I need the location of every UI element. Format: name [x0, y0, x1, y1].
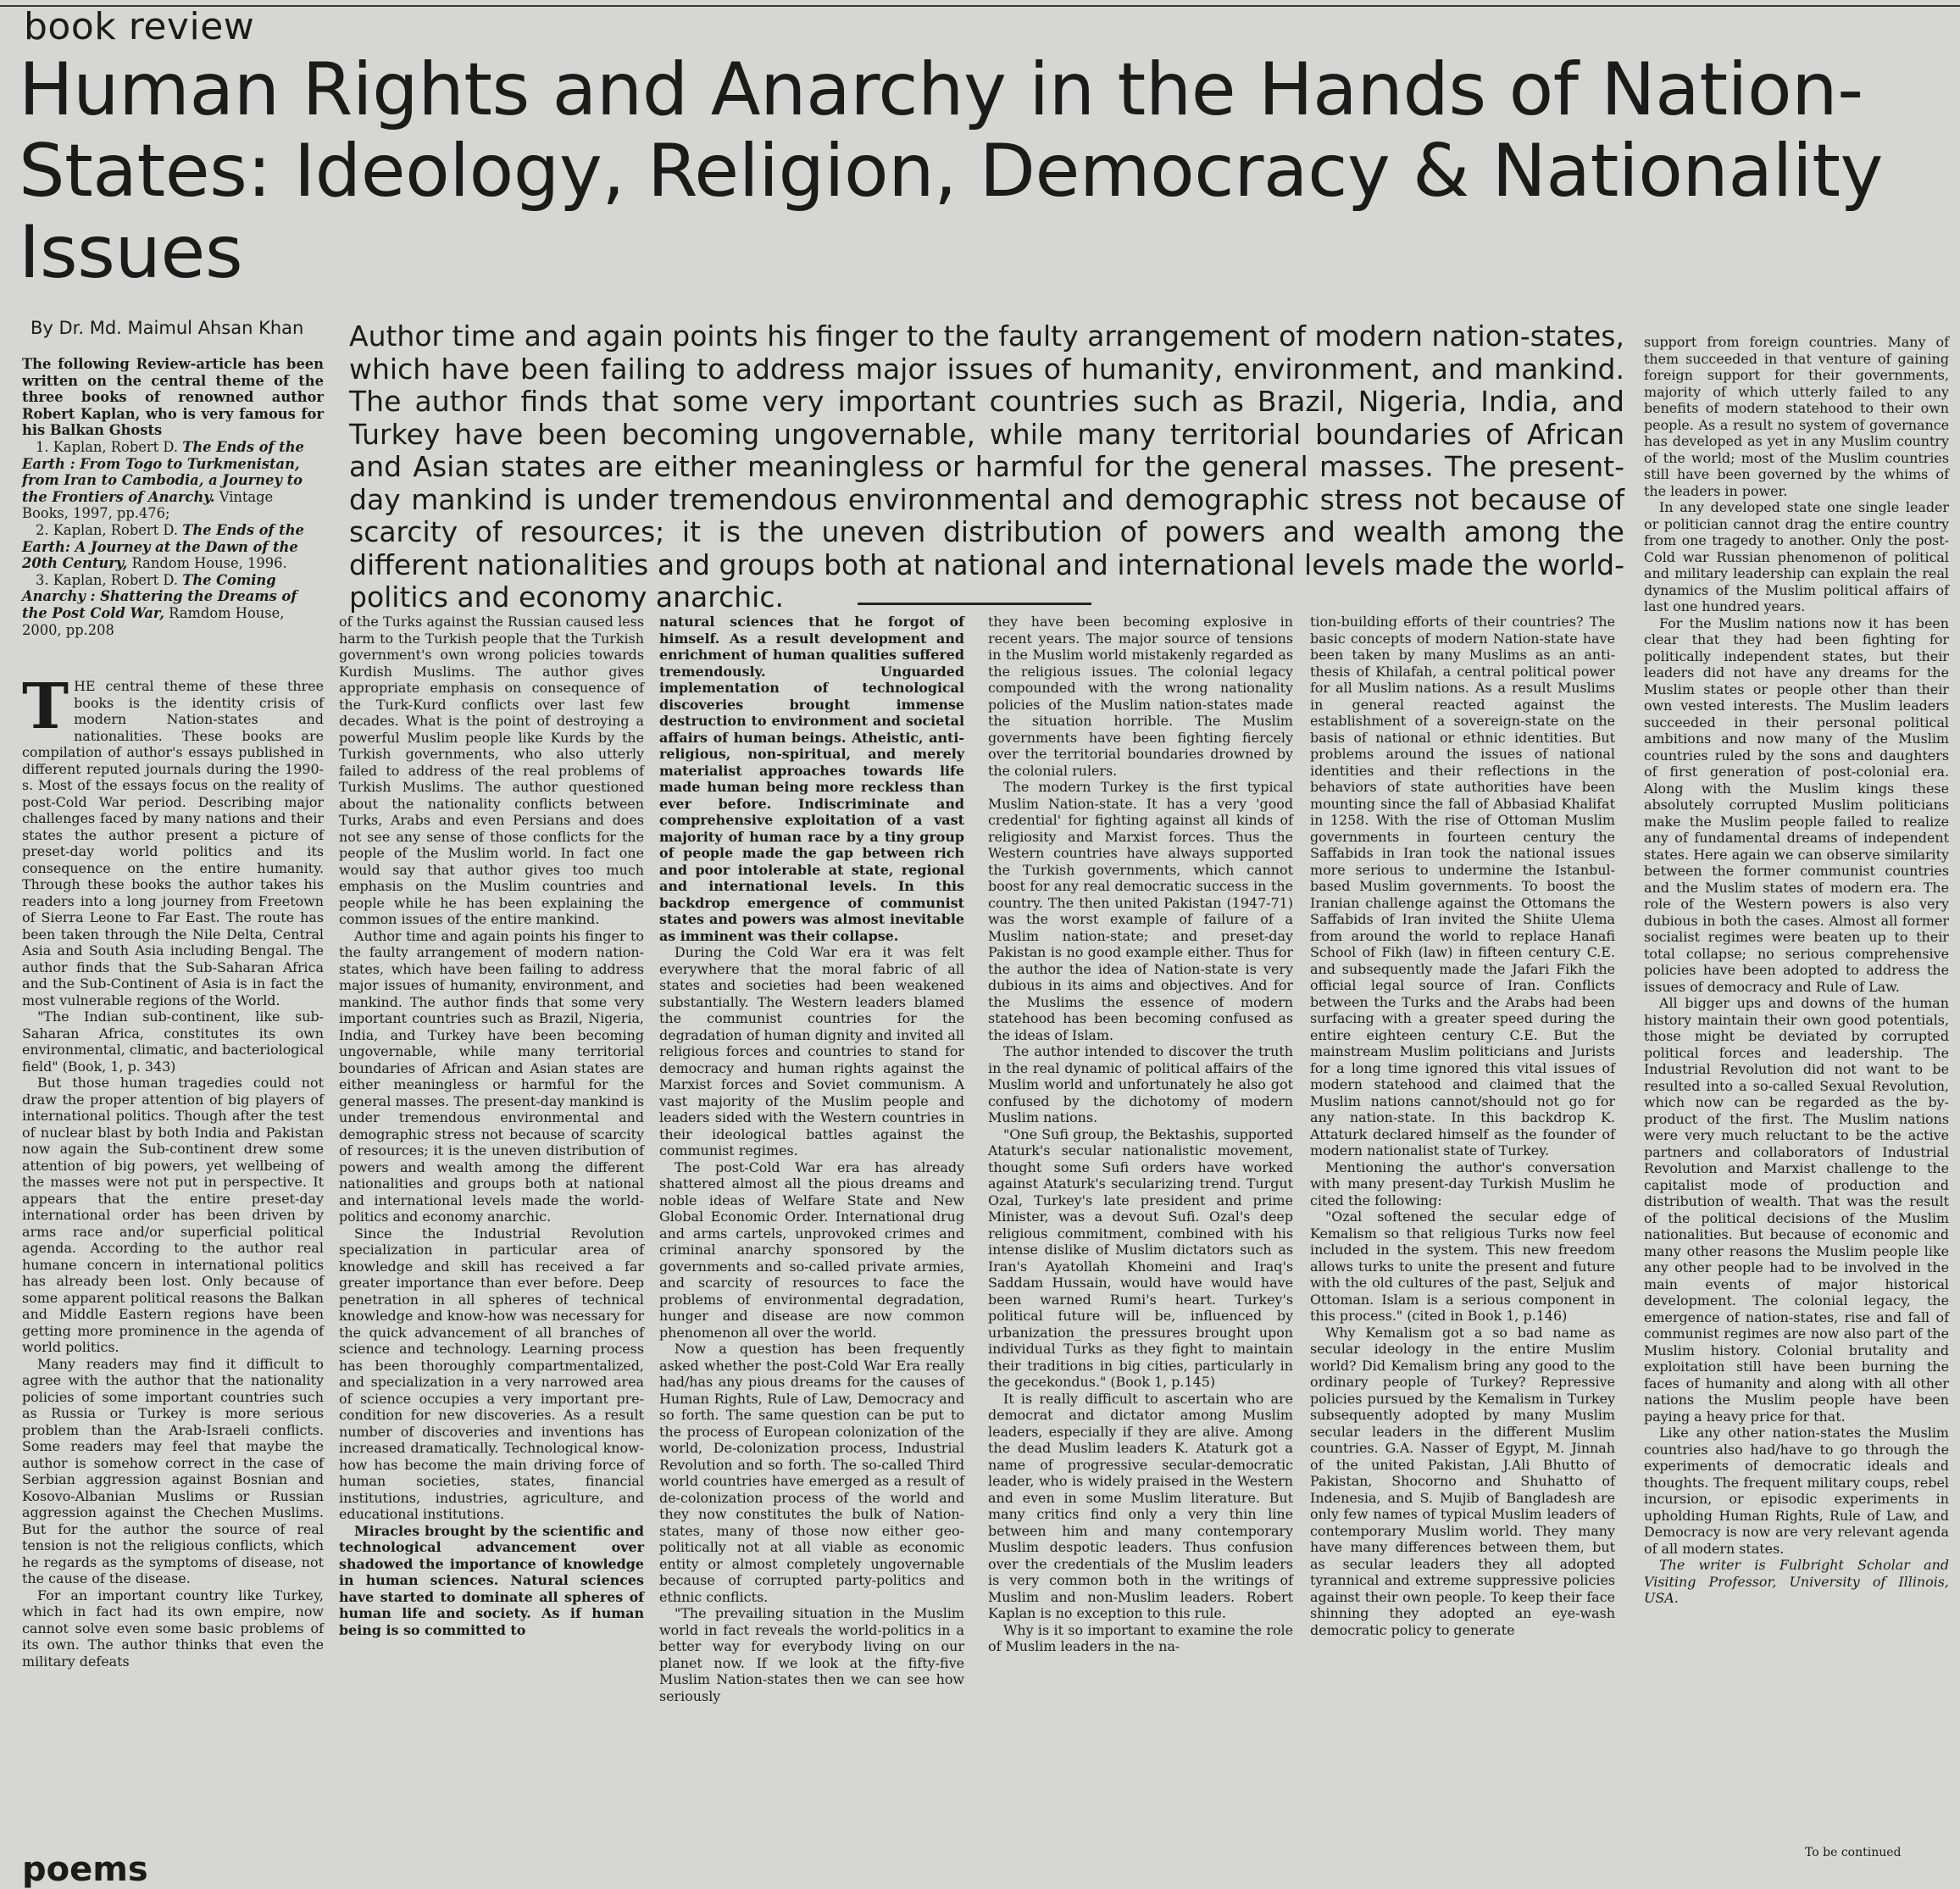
paragraph: But those human tragedies could not draw the proper attention of big players of international politics. Though after the test of nuclear blast by both India and Pakistan now again the Sub-continent drew some attention of big powers, yet wellbeing of the masses were not put in perspective. It appears that the entire preset-day international order has been driven by arms race and/or superficial political agenda. According to the author real humane concern in international politics has already been lost. Only because of some apparent political reasons the Balkan and Middle Eastern regions have been getting more prominence in the agenda of world politics.	[22, 1075, 324, 1355]
paragraph: The author intended to discover the truth in the real dynamic of political affairs of the Muslim world and unfortunately he also got confused by the dichotomy of modern Muslim nations.	[988, 1043, 1293, 1125]
paragraph: tion-building efforts of their countries? The basic concepts of modern Nation-state have been taken by many Muslims as an anti-thesis of Khilafah, a central political power for all Muslim nations. As a result Muslims in general reacted against the establishment of a sovereign-state on the basis of national or ethnic identities. But problems around the issues of national identities and their reflections in the behaviors of state authorities have been mounting since the fall of Abbasiad Khalifat in 1258. With the rise of Ottoman Muslim governments in fourteen century the Saffabids in Iran took the national issues more serious to undermine the Istanbul-based Muslim governments. To boost the Iranian challenge against the Ottomans the Saffabids of Iran invited the Shiite Ulema from around the world to replace Hanafi School of Fikh (law) in fifteen century C.E. and subsequently made the Jafari Fikh the official legal source of Iran. Conflicts between the Turks and the Arabs had been surfacing with a greater speed during the entire eighteen century C.E. But the mainstream Muslim politicians and Jurists for a long time ignored this vital issues of modern statehood and claimed that the Muslim nations cannot/should not go for any nation-state. In this backdrop K. Attaturk declared himself as the founder of modern nationalist state of Turkey.	[1310, 614, 1615, 1158]
paragraph: Since the Industrial Revolution specialization in particular area of knowledge and skill has received a far greater importance than ever before. Deep penetration in all spheres of technical knowledge and know-how was necessary for the quick advancement of all branches of science and technology. Learning process has been thoroughly compartmentalized, and specialization in a very narrowed area of science occupies a very important pre-condition for new discoveries. As a result number of discoveries and inventions has increased dramatically. Technological know-how has become the main driving force of human societies, states, financial institutions, industries, agriculture, and educational institutions.	[339, 1225, 644, 1522]
paragraph: Author time and again points his finger to the faulty arrangement of modern nation-states, which have been failing to address major issues of humanity, environment, and mankind. The author finds that some very important countries such as Brazil, Nigeria, India, and Turkey have been becoming ungovernable, while many territorial boundaries of African and Asian states are either meaningless or harmful for the general masses. The present-day mankind is under tremendous environmental and demographic stress not because of scarcity of resources; it is the uneven distribution of powers and wealth among the different nationalities and groups both at national and international levels made the world-politics and economy anarchic.	[339, 927, 644, 1225]
top-rule	[0, 5, 1960, 7]
column-6	[1644, 334, 1949, 1607]
column-1	[22, 670, 324, 1670]
pull-quote: Author time and again points his finger to the faulty arrangement of modern nation-states, which have been failing to address major issues of humanity, environment, and mankind. The author finds that some very important countries such as Brazil, Nigeria, India, and Turkey have been becoming ungovernable, while many territorial boundaries of African and Asian states are either meaningless or harmful for the general masses. The present-day mankind is under tremendous environmental and demographic stress not because of scarcity of resources; it is the uneven distribution of powers and wealth among the different nationalities and groups both at national and international levels made the world-politics and economy anarchic.	[349, 319, 1624, 614]
reference-title: The Coming Anarchy : Shattering the Dreams of the Post Cold War,	[22, 571, 297, 621]
paragraph: "The Indian sub-continent, like sub-Saharan Africa, constitutes its own environmental, climatic, and bacteriological field" (Book, 1, p. 343)	[22, 1008, 324, 1075]
paragraph: For the Muslim nations now it has been clear that they had been fighting for politically independent states, but their leaders did not have any dreams for the Muslim states or people other than their own vested interests. The Muslim leaders succeeded in their personal political ambitions and now many of the Muslim countries ruled by the sons and daughters of first generation of post-colonial era. Along with the Muslim kings these absolutely corrupted Muslim politicians make the Muslim people failed to realize any of fundamental dreams of independent states. Here again we can observe similarity between the former communist countries and the Muslim states of modern era. The role of the Western powers is also very dubious in both the cases. Almost all former socialist regimes were beaten up to their total collapse; no serious comprehensive policies have been adopted to address the issues of democracy and Rule of Law.	[1644, 614, 1949, 995]
book-reference	[22, 572, 324, 638]
paragraph: The post-Cold War era has already shattered almost all the pious dreams and noble ideas of Welfare State and New Global Economic Order. International drug and arms cartels, unprovoked crimes and criminal anarchy sponsored by the governments and so-called private armies, and scarcity of resources to face the problems of environmental degradation, hunger and disease are now common phenomenon all over the world.	[659, 1158, 964, 1341]
paragraph: support from foreign countries. Many of them succeeded in that venture of gaining foreign support for their governments, majority of which utterly failed to any benefits of modern statehood to their own people. As a result no system of governance has developed as yet in any Muslim country of the world; most of the Muslim countries still have been governed by the whims of the leaders in power.	[1644, 334, 1949, 499]
paragraph: It is really difficult to ascertain who are democrat and dictator among Muslim leaders, especially if they are alive. Among the dead Muslim leaders K. Ataturk got a name of progressive secular-democratic leader, who is widely praised in the Western and even in some Muslim literature. But many critics find only a very thin line between him and many contemporary Muslim despotic leaders. Thus confusion over the credentials of the Muslim leaders is very common both in the writings of Muslim and non-Muslim leaders. Robert Kaplan is no exception to this rule.	[988, 1390, 1293, 1621]
headline: Human Rights and Anarchy in the Hands of Nation-States: Ideology, Religion, Democracy & Nationality Issues	[19, 47, 1883, 295]
book-references	[22, 439, 324, 638]
section-label: book review	[24, 5, 255, 48]
column-3	[659, 614, 964, 1704]
paragraph: Many readers may find it difficult to agree with the author that the nationality policies of some important countries such as Russia or Turkey is more serious problem than the Arab-Israeli conflicts. Some readers may feel that maybe the author is somehow correct in the case of Serbian aggression against Bosnian and Kosovo-Albanian Muslims or Russian aggression against the Chechen Muslims. But for the author the source of real tension is not the religious conflicts, which he regards as the symptoms of disease, not the cause of the disease.	[22, 1355, 324, 1586]
paragraph: Miracles brought by the scientific and technological advancement over shadowed the importance of knowledge in human sciences. Natural sciences have started to dominate all spheres of human life and society. As if human being is so committed to	[339, 1522, 644, 1638]
paragraph: Why Kemalism got a so bad name as secular ideology in the entire Muslim world? Did Kemalism bring any good to the ordinary people of Turkey? Repressive policies pursued by the Kemalism in Turkey subsequently adopted by many Muslim secular leaders in the different Muslim countries. G.A. Nasser of Egypt, M. Jinnah of the united Pakistan, J.Ali Bhutto of Pakistan, Shocorno and Shuhatto of Indenesia, and S. Mujib of Bangladesh are only few names of typical Muslim leaders of contemporary Muslim world. They many have many differences between them, but as secular leaders they all adopted tyrannical and extreme suppressive policies against their own people. To keep their face shinning they adopted an eye-wash democratic policy to generate	[1310, 1324, 1615, 1638]
paragraph: "One Sufi group, the Bektashis, supported Ataturk's secular nationalistic movement, thought some Sufi orders have worked against Ataturk's secularizing trend. Turgut Ozal, Turkey's late president and prime Minister, was a devout Sufi. Ozal's deep religious commitment, combined with his intense dislike of Muslim dictators such as Iran's Ayatollah Khomeini and Iraq's Saddam Hussain, would have would have been warned Rumi's heart. Turkey's political future will be, influenced by urbanization_ the pressures brought upon individual Turks as they fight to maintain their traditions in big cities, particularly in the gecekondus." (Book 1, p.145)	[988, 1125, 1293, 1390]
paragraph: Why is it so important to examine the role of Muslim leaders in the na-	[988, 1621, 1293, 1654]
paragraph: "The prevailing situation in the Muslim world in fact reveals the world-politics in a better way for everybody living on our planet now. If we look at the fifty-five Muslim Nation-states then we can see how seriously	[659, 1605, 964, 1704]
reference-post: Random House, 1996.	[127, 555, 287, 572]
first-paragraph-text: HE central theme of these three books is the identity crisis of modern Nation-states and nationalities. These books are compilation of author's essays published in different reputed journals during the 1990-s. Most of the essays focus on the reality of post-Cold War period. Describing major challenges faced by many nations and their states the author present a picture of preset-day world politics and its consequence on the entire humanity. Through these books the author takes his readers into a long journey from Freetown of Sierra Leone to Far East. The route has been taken through the Nile Delta, Central Asia and South Asia including Bengal. The author finds that the Sub-Saharan Africa and the Sub-Continent of Asia is in fact the most vulnerable regions of the World.	[22, 678, 324, 1008]
intro-box	[22, 356, 324, 638]
paragraph: natural sciences that he forgot of himself. As a result development and enrichment of human qualities suffered tremendously. Unguarded implementation of technological discoveries brought immense destruction to environment and societal affairs of human beings. Atheistic, anti-religious, non-spiritual, and merely materialist approaches towards life made human being more reckless than ever before. Indiscriminate and comprehensive exploitation of a vast majority of human race by a tiny group of people made the gap between rich and poor intolerable at state, regional and international levels. In this backdrop emergence of communist states and powers was almost inevitable as imminent was their collapse.	[659, 614, 964, 944]
column-5	[1310, 614, 1615, 1638]
column-1-paragraphs	[22, 1008, 324, 1670]
paragraph: they have been becoming explosive in recent years. The major source of tensions in the Muslim world mistakenly regarded as the religious issues. The colonial legacy compounded with the wrong nationality policies of the Muslim nation-states made the situation horrible. The Muslim governments have been fighting fiercely over the territorial boundaries drowned by the colonial rulers.	[988, 614, 1293, 779]
paragraph: In any developed state one single leader or politician cannot drag the entire country from one tragedy to another. Only the post-Cold war Russian phenomenon of political and military leadership can explain the real dynamics of the Muslim political affairs of last one hundred years.	[1644, 499, 1949, 614]
drop-cap: T	[22, 670, 69, 743]
first-paragraph	[22, 670, 324, 1008]
byline: By Dr. Md. Maimul Ahsan Khan	[31, 318, 304, 338]
paragraph: Like any other nation-states the Muslim countries also had/have to go through the experiments of democratic ideals and thoughts. The frequent military coups, rebel incursion, or episodic experiments in upholding Human Rights, Rule of Law, and Democracy is now are very relevant agenda of all modern states.	[1644, 1425, 1949, 1557]
paragraph: For an important country like Turkey, which in fact had its own empire, now cannot solve even some basic problems of its own. The author thinks that even the military defeats	[22, 1586, 324, 1670]
paragraph: All bigger ups and downs of the human history maintain their own good potentials, those might be deviated by corrupted political forces and leadership. The Industrial Revolution did not want to be resulted into a so-called Sexual Revolution, which now can be regarded as the by-product of the first. The Muslim nations were very much reluctant to be the active partners and collaborators of Industrial Revolution and Marxist challenge to the capitalist mode of production and distribution of wealth. That was the result of the political decisions of the Muslim nationalities. But because of economic and many other reasons the Muslim people like any other people had to be involved in the main events of major historical development. The colonial legacy, the emergence of nation-states, rise and fall of communist regimes are now also part of the Muslim history. Colonial brutality and exploitation still have been burning the faces of humanity and along with all other nations the Muslim people have been paying a heavy price for that.	[1644, 995, 1949, 1425]
footer-fragment: poems	[22, 1850, 148, 1889]
book-reference	[22, 522, 324, 572]
intro-lead: The following Review-article has been written on the central theme of the three books of renowned author Robert Kaplan, who is very famous for his Balkan Ghosts	[22, 356, 324, 439]
author-note: The writer is Fulbright Scholar and Visiting Professor, University of Illinois, USA.	[1644, 1557, 1949, 1606]
reference-title: The Ends of the Earth: A Journey at the Dawn of the 20th Century,	[22, 521, 304, 572]
column-4	[988, 614, 1293, 1655]
paragraph: The modern Turkey is the first typical Muslim Nation-state. It has a very 'good credential' for fighting against all kinds of religiosity and Marxist forces. Thus the Western countries have always supported the Turkish governments, which cannot boost for any real democratic success in the country. The then united Pakistan (1947-71) was the worst example of failure of a Muslim nation-state; and preset-day Pakistan is no good example either. Thus for the author the idea of Nation-state is very dubious in its aims and objectives. And for the Muslims the essence of modern statehood has been becoming confused as the ideas of Islam.	[988, 779, 1293, 1043]
divider-rule	[858, 603, 1091, 605]
column-2	[339, 614, 644, 1638]
reference-post: Ramdom House, 2000, pp.208	[22, 604, 285, 638]
paragraph: of the Turks against the Russian caused less harm to the Turkish people that the Turkish government's own wrong policies towards Kurdish Muslims. The author gives appropriate emphasis on consequence of the Turk-Kurd conflicts over last few decades. What is the point of destroying a powerful Muslim people like Kurds by the Turkish governments, who also utterly failed to address of the real problems of Turkish Muslims. The author questioned about the nationality conflicts between Turks, Arabs and even Persians and does not see any sense of those conflicts for the people of the Muslim world. In fact one would say that author gives too much emphasis on the Muslim countries and people while he has been explaining the common issues of the entire mankind.	[339, 614, 644, 927]
reference-pre: 3. Kaplan, Robert D.	[36, 571, 183, 588]
paragraph: "Ozal softened the secular edge of Kemalism so that religious Turks now feel included in the system. This new freedom allows turks to unite the present and future with the old cultures of the past, Seljuk and Ottoman. Islam is a serious component in this process." (cited in Book 1, p.146)	[1310, 1208, 1615, 1324]
reference-title: The Ends of the Earth : From Togo to Turkmenistan, from Iran to Cambodia, a Journey to the Frontiers of Anarchy.	[22, 438, 304, 505]
reference-pre: 2. Kaplan, Robert D.	[36, 521, 183, 538]
paragraph: Mentioning the author's conversation with many present-day Turkish Muslim he cited the following:	[1310, 1158, 1615, 1208]
book-reference	[22, 439, 324, 522]
paragraph: Now a question has been frequently asked whether the post-Cold War Era really had/has any pious dreams for the causes of Human Rights, Rule of Law, Democracy and so forth. The same question can be put to the process of European colonization of the world, De-colonization process, Industrial Revolution and so forth. The so-called Third world countries have emerged as a result of de-colonization process of the world and they now constitutes the bulk of Nation-states, many of those now either geo-politically not at all viable as economic entity or almost completely ungovernable because of corrupted party-politics and ethnic conflicts.	[659, 1341, 964, 1605]
paragraph: During the Cold War era it was felt everywhere that the moral fabric of all states and societies had been weakened substantially. The Western leaders blamed the communist countries for the degradation of human dignity and invited all religious forces and countries to stand for democracy and human rights against the Marxist forces and Soviet communism. A vast majority of the Muslim people and leaders sided with the Western countries in their ideological battles against the communist regimes.	[659, 944, 964, 1158]
reference-pre: 1. Kaplan, Robert D.	[36, 438, 183, 455]
continued-note: To be continued	[1805, 1846, 1902, 1859]
reference-post: Vintage Books, 1997, pp.476;	[22, 488, 274, 522]
